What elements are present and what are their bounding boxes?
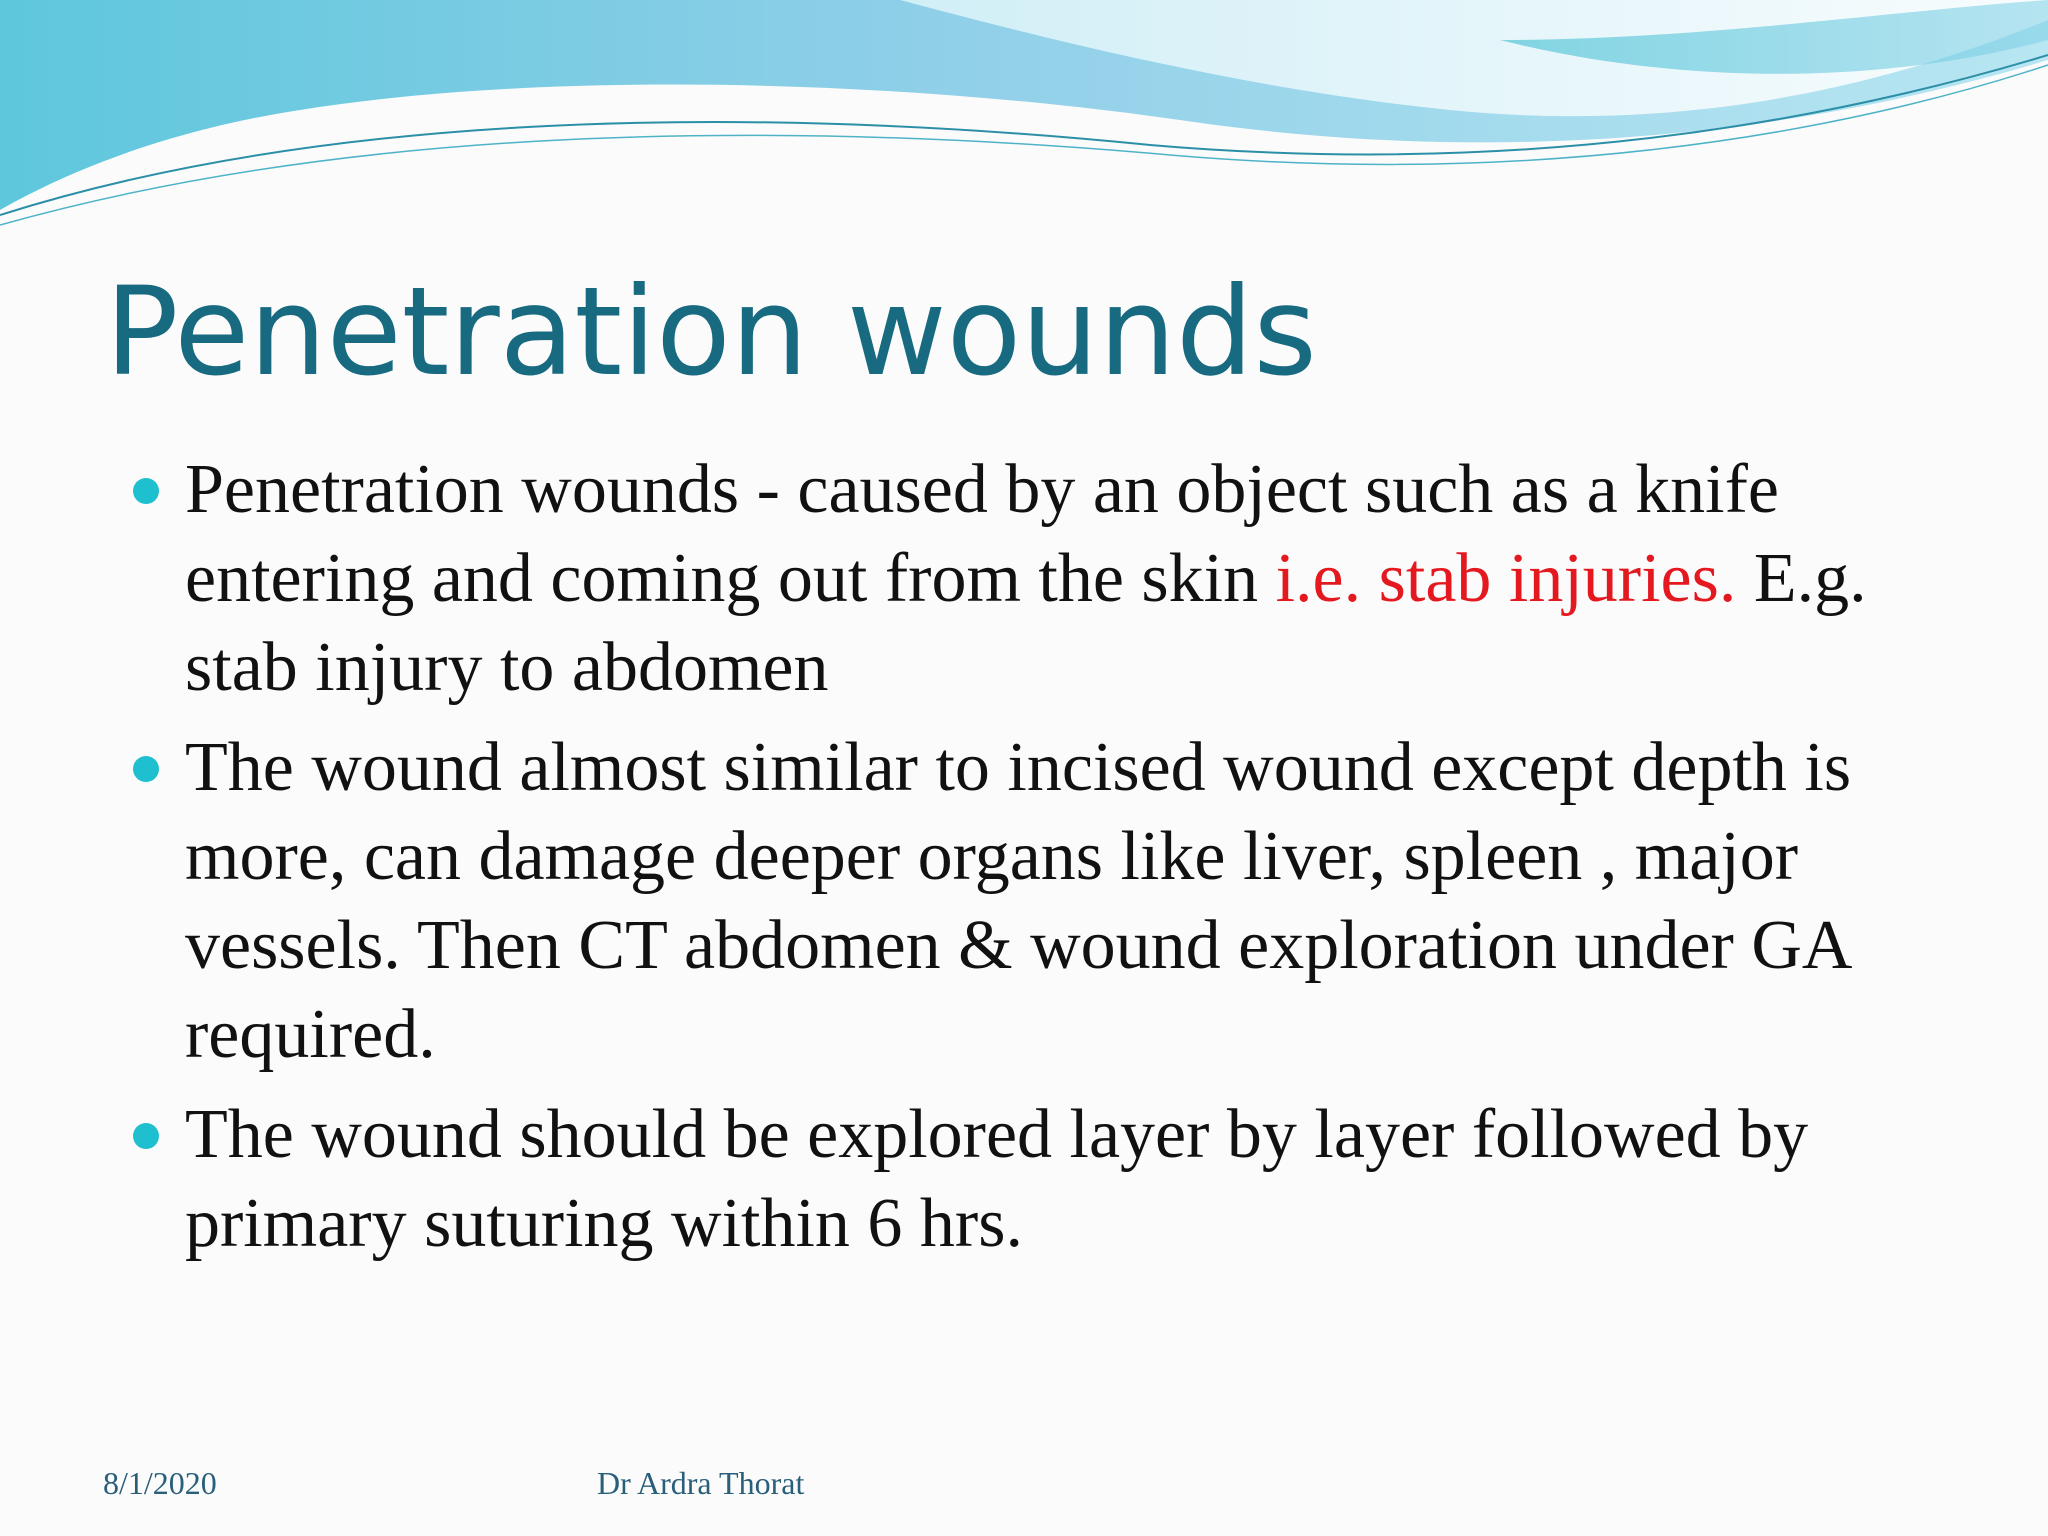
bullet-1-text-after: E.g. stab injury to abdomen	[185, 540, 1867, 706]
footer-author: Dr Ardra Thorat	[597, 1465, 805, 1501]
bullet-1-highlight: i.e. stab injuries.	[1275, 540, 1737, 617]
bullet-item-3	[130, 1090, 1945, 1268]
bullet-3-text: The wound should be explored layer by layer followed by primary suturing within 6 hrs.	[185, 1096, 1809, 1262]
bullet-list	[130, 445, 1930, 1279]
slide-title: Penetration wounds	[105, 261, 1317, 403]
bullet-dot-icon	[133, 478, 159, 504]
bullet-dot-icon	[133, 1123, 159, 1149]
bullet-dot-icon	[133, 756, 159, 782]
footer-date: 8/1/2020	[103, 1465, 217, 1501]
bullet-1-text: Penetration wounds - caused by an object such as a knife entering and coming out from the skin	[185, 451, 1779, 617]
bullet-item-2	[130, 723, 1945, 1079]
bullet-item-1	[130, 445, 1945, 712]
header-wave-decoration	[0, 0, 2048, 240]
bullet-2-text: The wound almost similar to incised wound except depth is more, can damage deeper organs like liver, spleen , major vessels. Then CT abdomen & wound exploration under GA required.	[185, 729, 1852, 1073]
